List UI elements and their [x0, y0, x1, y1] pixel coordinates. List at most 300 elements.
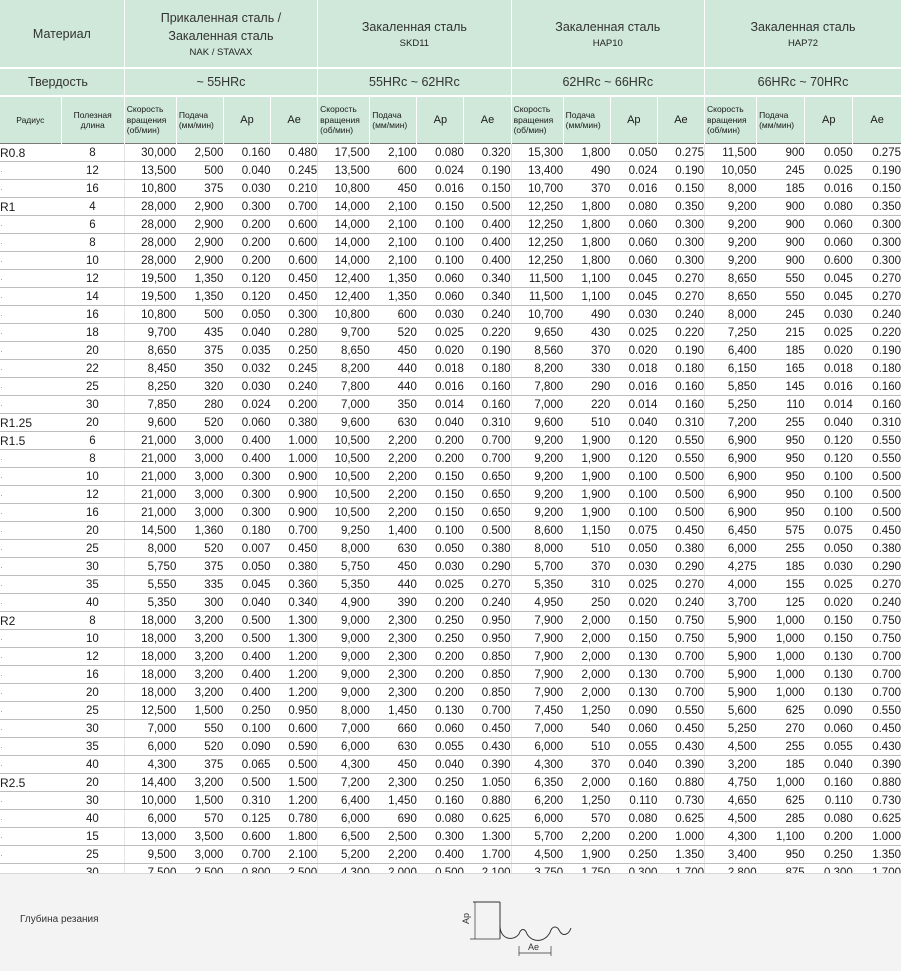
feed-cell: 575	[757, 522, 805, 540]
ap-cell: 0.200	[223, 216, 270, 234]
length-header	[61, 96, 124, 144]
ap-cell: 0.100	[417, 234, 464, 252]
feed-cell: 1,800	[563, 144, 610, 162]
feed-cell: 185	[757, 180, 805, 198]
ae-cell: 0.310	[657, 414, 704, 432]
speed-cell: 4,650	[705, 792, 757, 810]
feed-cell: 440	[370, 360, 417, 378]
feed-cell: 1,800	[563, 198, 610, 216]
length-cell: 12	[61, 648, 124, 666]
feed-cell: 660	[370, 720, 417, 738]
feed-cell: 1,100	[757, 828, 805, 846]
speed-cell: 4,300	[511, 756, 563, 774]
speed-cell: 14,000	[318, 252, 370, 270]
speed-cell: 6,000	[124, 810, 176, 828]
table-row	[0, 828, 901, 846]
radius-cell: ·	[0, 252, 61, 270]
speed-cell: 13,000	[124, 828, 176, 846]
ap-cell: 0.080	[610, 198, 657, 216]
speed-cell: 12,250	[511, 216, 563, 234]
table-row	[0, 594, 901, 612]
ae-cell: 0.300	[657, 234, 704, 252]
radius-cell: ·	[0, 792, 61, 810]
speed-cell: 9,600	[124, 414, 176, 432]
feed-cell: 2,100	[370, 252, 417, 270]
speed-cell: 8,600	[511, 522, 563, 540]
ae-cell: 0.550	[657, 450, 704, 468]
speed-cell: 8,450	[124, 360, 176, 378]
ae-cell: 0.160	[853, 378, 901, 396]
ap-cell: 0.025	[417, 324, 464, 342]
ap-cell: 0.014	[610, 396, 657, 414]
ap-cell: 0.110	[805, 792, 853, 810]
ap-cell: 0.035	[223, 342, 270, 360]
ap-cell: 0.020	[610, 342, 657, 360]
ae-cell: 1.700	[464, 846, 511, 864]
ap-cell: 0.150	[610, 612, 657, 630]
length-cell: 6	[61, 216, 124, 234]
speed-cell: 3,700	[705, 594, 757, 612]
radius-cell: ·	[0, 846, 61, 864]
ae-cell: 0.880	[657, 774, 704, 792]
ap-cell: 0.160	[223, 144, 270, 162]
ap-cell: 0.150	[417, 486, 464, 504]
length-cell: 12	[61, 486, 124, 504]
feed-cell: 1,100	[563, 270, 610, 288]
ap-cell: 0.250	[417, 612, 464, 630]
feed-cell: 490	[563, 306, 610, 324]
feed-cell: 435	[176, 324, 223, 342]
column-header-row	[0, 96, 901, 144]
feed-cell: 375	[176, 756, 223, 774]
ap-cell: 0.400	[223, 684, 270, 702]
feed-cell: 370	[563, 756, 610, 774]
ae-cell: 0.380	[657, 540, 704, 558]
feed-cell: 1,800	[563, 216, 610, 234]
feed-cell: 310	[563, 576, 610, 594]
ae-cell: 0.400	[464, 252, 511, 270]
ap-cell: 0.250	[417, 630, 464, 648]
speed-cell: 21,000	[124, 504, 176, 522]
speed-cell: 28,000	[124, 216, 176, 234]
radius-cell: ·	[0, 450, 61, 468]
ae-label: Ae	[870, 114, 883, 126]
ae-cell: 0.850	[464, 666, 511, 684]
speed-cell: 3,200	[705, 756, 757, 774]
ae-cell: 0.270	[853, 270, 901, 288]
table-row	[0, 234, 901, 252]
radius-cell: ·	[0, 216, 61, 234]
length-cell: 30	[61, 558, 124, 576]
ap-header	[610, 96, 657, 144]
radius-cell: ·	[0, 648, 61, 666]
feed-cell: 165	[757, 360, 805, 378]
ae-cell: 0.240	[853, 594, 901, 612]
feed-label: Подача (мм/мин)	[370, 110, 416, 131]
length-cell: 10	[61, 468, 124, 486]
speed-cell: 18,000	[124, 612, 176, 630]
feed-header	[757, 96, 805, 144]
ap-cell: 0.040	[417, 414, 464, 432]
radius-cell: ·	[0, 666, 61, 684]
ap-cell: 0.025	[805, 162, 853, 180]
ap-cell: 0.020	[805, 342, 853, 360]
speed-cell: 8,650	[124, 342, 176, 360]
ap-cell: 0.300	[417, 828, 464, 846]
ae-cell: 0.340	[271, 594, 318, 612]
speed-cell: 5,350	[318, 576, 370, 594]
feed-cell: 570	[563, 810, 610, 828]
length-cell: 40	[61, 594, 124, 612]
ap-cell: 0.045	[610, 288, 657, 306]
table-row	[0, 558, 901, 576]
ae-cell: 0.600	[271, 252, 318, 270]
length-cell: 40	[61, 756, 124, 774]
ae-cell: 0.270	[657, 576, 704, 594]
hardness-value: 62HRc ~ 66HRc	[562, 75, 653, 89]
speed-cell: 15,300	[511, 144, 563, 162]
feed-cell: 1,400	[370, 522, 417, 540]
ae-cell: 0.180	[657, 360, 704, 378]
ap-cell: 0.100	[610, 486, 657, 504]
ae-cell: 0.880	[853, 774, 901, 792]
ap-cell: 0.025	[610, 576, 657, 594]
speed-cell: 10,500	[318, 468, 370, 486]
ae-cell: 0.380	[271, 414, 318, 432]
ap-cell: 0.060	[610, 720, 657, 738]
ap-cell: 0.030	[223, 378, 270, 396]
speed-header	[511, 96, 563, 144]
feed-cell: 1,000	[757, 684, 805, 702]
speed-cell: 28,000	[124, 234, 176, 252]
ae-cell: 0.220	[464, 324, 511, 342]
speed-cell: 6,000	[124, 738, 176, 756]
ap-label: Ap	[461, 913, 471, 924]
ae-header	[657, 96, 704, 144]
feed-cell: 2,300	[370, 774, 417, 792]
feed-cell: 300	[176, 594, 223, 612]
feed-cell: 3,000	[176, 432, 223, 450]
speed-cell: 5,250	[705, 720, 757, 738]
table-row	[0, 720, 901, 738]
length-cell: 14	[61, 288, 124, 306]
ap-cell: 0.014	[417, 396, 464, 414]
ae-cell: 0.500	[853, 504, 901, 522]
ae-cell: 0.590	[271, 738, 318, 756]
radius-cell: ·	[0, 810, 61, 828]
radius-cell: ·	[0, 180, 61, 198]
ae-cell: 0.275	[657, 144, 704, 162]
ap-header	[223, 96, 270, 144]
speed-cell: 5,250	[705, 396, 757, 414]
ae-cell: 0.700	[271, 522, 318, 540]
speed-cell: 6,000	[318, 738, 370, 756]
ap-cell: 0.250	[223, 702, 270, 720]
speed-cell: 14,500	[124, 522, 176, 540]
ap-cell: 0.100	[417, 216, 464, 234]
ap-cell: 0.250	[417, 774, 464, 792]
hardness-label: Твердость	[28, 75, 88, 89]
ap-cell: 0.040	[610, 414, 657, 432]
ae-cell: 0.550	[853, 432, 901, 450]
ap-cell: 0.040	[223, 594, 270, 612]
ae-cell: 0.650	[464, 468, 511, 486]
ap-cell: 0.040	[417, 756, 464, 774]
table-row	[0, 684, 901, 702]
feed-cell: 1,450	[370, 792, 417, 810]
hardness-header	[0, 68, 124, 96]
ap-cell: 0.400	[223, 432, 270, 450]
ae-cell: 0.500	[464, 198, 511, 216]
speed-cell: 4,500	[705, 810, 757, 828]
table-row	[0, 216, 901, 234]
ae-cell: 0.600	[271, 234, 318, 252]
ae-label: Ae	[528, 942, 539, 952]
radius-cell: R1.5	[0, 432, 61, 450]
ap-cell: 0.700	[223, 846, 270, 864]
feed-cell: 2,000	[563, 612, 610, 630]
ae-cell: 1.350	[853, 846, 901, 864]
speed-cell: 13,500	[124, 162, 176, 180]
ap-cell: 0.080	[805, 198, 853, 216]
speed-cell: 7,000	[511, 396, 563, 414]
feed-cell: 110	[757, 396, 805, 414]
feed-cell: 3,200	[176, 684, 223, 702]
table-row	[0, 576, 901, 594]
speed-cell: 12,250	[511, 234, 563, 252]
ap-cell: 0.150	[805, 612, 853, 630]
feed-cell: 1,800	[563, 252, 610, 270]
feed-cell: 2,000	[563, 774, 610, 792]
ae-cell: 1.050	[464, 774, 511, 792]
ap-cell: 0.120	[223, 288, 270, 306]
speed-cell: 21,000	[124, 450, 176, 468]
ae-cell: 0.500	[657, 504, 704, 522]
feed-cell: 630	[370, 738, 417, 756]
length-cell: 8	[61, 612, 124, 630]
speed-cell: 6,200	[511, 792, 563, 810]
feed-cell: 2,100	[370, 216, 417, 234]
feed-cell: 375	[176, 180, 223, 198]
ap-cell: 0.055	[610, 738, 657, 756]
length-cell: 18	[61, 324, 124, 342]
ae-cell: 0.730	[657, 792, 704, 810]
speed-cell: 4,300	[318, 756, 370, 774]
feed-cell: 215	[757, 324, 805, 342]
ae-cell: 0.500	[657, 468, 704, 486]
ap-cell: 0.080	[805, 810, 853, 828]
speed-cell: 8,250	[124, 378, 176, 396]
ap-cell: 0.040	[223, 162, 270, 180]
ae-cell: 0.780	[271, 810, 318, 828]
speed-cell: 7,900	[511, 684, 563, 702]
feed-cell: 550	[757, 270, 805, 288]
feed-cell: 1,000	[757, 648, 805, 666]
feed-cell: 330	[563, 360, 610, 378]
feed-cell: 570	[176, 810, 223, 828]
feed-cell: 550	[757, 288, 805, 306]
ae-label: Ae	[674, 114, 687, 126]
ap-cell: 0.130	[610, 684, 657, 702]
ae-cell: 0.320	[464, 144, 511, 162]
speed-cell: 10,500	[318, 450, 370, 468]
speed-cell: 28,000	[124, 198, 176, 216]
radius-cell: ·	[0, 504, 61, 522]
speed-cell: 7,000	[318, 720, 370, 738]
speed-cell: 6,000	[705, 540, 757, 558]
feed-cell: 2,200	[370, 504, 417, 522]
material-label: Материал	[33, 27, 91, 41]
speed-cell: 6,450	[705, 522, 757, 540]
ap-cell: 0.130	[610, 666, 657, 684]
feed-cell: 185	[757, 558, 805, 576]
speed-cell: 4,500	[705, 738, 757, 756]
speed-cell: 7,800	[511, 378, 563, 396]
ae-cell: 0.245	[271, 162, 318, 180]
table-row	[0, 630, 901, 648]
feed-cell: 2,200	[370, 486, 417, 504]
ae-cell: 1.000	[853, 828, 901, 846]
ae-cell: 0.500	[271, 756, 318, 774]
speed-cell: 10,000	[124, 792, 176, 810]
ae-cell: 0.270	[657, 270, 704, 288]
ap-cell: 0.200	[223, 234, 270, 252]
feed-cell: 2,300	[370, 648, 417, 666]
ap-cell: 0.055	[417, 738, 464, 756]
ap-cell: 0.400	[417, 846, 464, 864]
ae-cell: 0.450	[271, 288, 318, 306]
ap-cell: 0.110	[610, 792, 657, 810]
speed-cell: 4,000	[705, 576, 757, 594]
feed-cell: 950	[757, 432, 805, 450]
ap-cell: 0.060	[610, 252, 657, 270]
speed-cell: 6,400	[705, 342, 757, 360]
table-row	[0, 756, 901, 774]
ae-cell: 0.450	[464, 720, 511, 738]
ap-cell: 0.024	[610, 162, 657, 180]
ap-cell: 0.130	[805, 648, 853, 666]
feed-cell: 950	[757, 468, 805, 486]
feed-cell: 245	[757, 306, 805, 324]
ap-cell: 0.030	[805, 558, 853, 576]
ap-cell: 0.080	[417, 810, 464, 828]
feed-cell: 350	[370, 396, 417, 414]
ap-cell: 0.025	[610, 324, 657, 342]
speed-cell: 9,250	[318, 522, 370, 540]
radius-cell: ·	[0, 468, 61, 486]
table-row	[0, 792, 901, 810]
ae-cell: 0.180	[464, 360, 511, 378]
table-body	[0, 144, 901, 900]
speed-cell: 28,000	[124, 252, 176, 270]
speed-cell: 6,000	[511, 738, 563, 756]
diagram-scallop-profile	[500, 926, 571, 940]
table-row	[0, 324, 901, 342]
table-row	[0, 396, 901, 414]
ap-cell: 0.120	[223, 270, 270, 288]
speed-cell: 9,000	[318, 630, 370, 648]
speed-cell: 9,700	[318, 324, 370, 342]
ap-cell: 0.300	[223, 198, 270, 216]
ap-cell: 0.024	[223, 396, 270, 414]
speed-cell: 30,000	[124, 144, 176, 162]
feed-cell: 625	[757, 792, 805, 810]
ae-cell: 0.160	[657, 378, 704, 396]
feed-cell: 1,350	[176, 288, 223, 306]
ae-cell: 0.950	[464, 630, 511, 648]
length-cell: 25	[61, 846, 124, 864]
ap-cell: 0.060	[805, 720, 853, 738]
feed-cell: 280	[176, 396, 223, 414]
speed-cell: 9,500	[124, 846, 176, 864]
ae-cell: 0.190	[657, 162, 704, 180]
speed-cell: 6,400	[318, 792, 370, 810]
ap-cell: 0.200	[417, 648, 464, 666]
speed-cell: 5,750	[318, 558, 370, 576]
ae-cell: 0.290	[464, 558, 511, 576]
speed-cell: 6,350	[511, 774, 563, 792]
table-row	[0, 432, 901, 450]
feed-cell: 950	[757, 450, 805, 468]
ae-cell: 0.700	[464, 702, 511, 720]
ae-cell: 0.550	[853, 702, 901, 720]
radius-cell: ·	[0, 360, 61, 378]
ap-cell: 0.018	[417, 360, 464, 378]
speed-cell: 9,600	[318, 414, 370, 432]
ae-cell: 0.290	[657, 558, 704, 576]
feed-cell: 3,200	[176, 774, 223, 792]
feed-cell: 370	[563, 342, 610, 360]
ap-cell: 0.090	[610, 702, 657, 720]
feed-cell: 1,000	[757, 666, 805, 684]
feed-cell: 625	[757, 702, 805, 720]
ae-cell: 0.290	[853, 558, 901, 576]
ae-cell: 2.100	[271, 846, 318, 864]
table-row	[0, 648, 901, 666]
ae-cell: 0.340	[464, 270, 511, 288]
length-cell: 15	[61, 828, 124, 846]
ae-cell: 0.300	[853, 216, 901, 234]
speed-cell: 6,900	[705, 450, 757, 468]
speed-cell: 21,000	[124, 468, 176, 486]
ap-cell: 0.100	[610, 504, 657, 522]
speed-cell: 9,000	[318, 684, 370, 702]
table-row	[0, 702, 901, 720]
ap-cell: 0.200	[417, 684, 464, 702]
ae-cell: 0.625	[657, 810, 704, 828]
ae-cell: 0.180	[853, 360, 901, 378]
radius-cell: ·	[0, 522, 61, 540]
feed-cell: 440	[370, 576, 417, 594]
ae-cell: 0.300	[657, 216, 704, 234]
feed-cell: 2,300	[370, 666, 417, 684]
feed-cell: 450	[370, 756, 417, 774]
speed-cell: 8,000	[511, 540, 563, 558]
radius-cell: ·	[0, 720, 61, 738]
ap-cell: 0.016	[610, 378, 657, 396]
ap-cell: 0.600	[805, 252, 853, 270]
feed-cell: 440	[370, 378, 417, 396]
ap-cell: 0.030	[223, 180, 270, 198]
table-row	[0, 504, 901, 522]
ap-cell: 0.100	[805, 468, 853, 486]
feed-cell: 1,900	[563, 846, 610, 864]
feed-cell: 3,000	[176, 486, 223, 504]
radius-cell: R0.8	[0, 144, 61, 162]
ap-cell: 0.032	[223, 360, 270, 378]
group-header-2	[318, 0, 511, 68]
ae-label: Ae	[287, 114, 300, 126]
